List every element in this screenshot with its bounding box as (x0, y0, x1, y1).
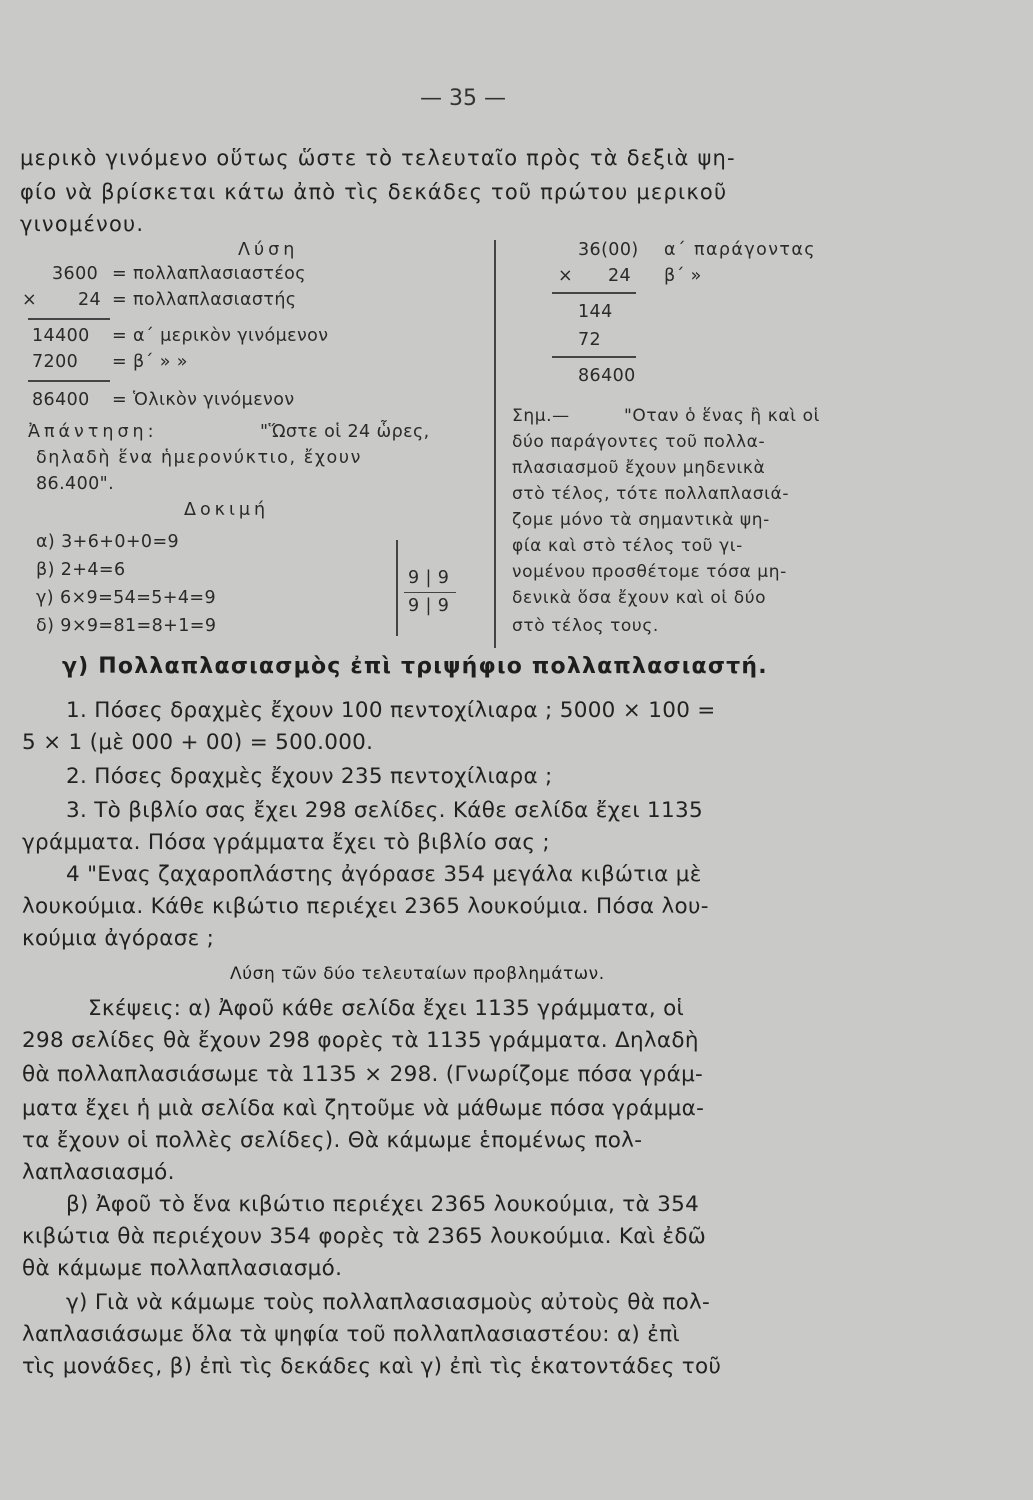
cross-check-rule (404, 592, 456, 593)
solutions-heading: Λύση τῶν δύο τελευταίων προβλημάτων. (230, 964, 605, 984)
answer-line: δηλαδὴ ἕνα ἡμερονύκτιο, ἔχουν (36, 448, 362, 468)
times-sign: × (22, 290, 38, 310)
factor-2: 24 (608, 266, 632, 286)
intro-line: γινομένου. (20, 212, 145, 236)
partial-product-2: 72 (578, 330, 602, 350)
solution-title: Λύση (238, 240, 299, 260)
reasoning-line: λαπλασιάσωμε ὅλα τὰ ψηφία τοῦ πολλαπλασιαστέου: α) ἐπὶ (22, 1322, 680, 1347)
reasoning-line: β) Ἀφοῦ τὸ ἕνα κιβώτιο περιέχει 2365 λουκούμια, τὰ 354 (66, 1192, 700, 1217)
reasoning-line: θὰ πολλαπλασιάσωμε τὰ 1135 × 298. (Γνωρίζομε πόσα γράμ- (22, 1062, 704, 1087)
factor-2-label: β΄ » (664, 266, 702, 286)
note-line: πλασιασμοῦ ἔχουν μηδενικὰ (512, 458, 766, 478)
column-divider (494, 240, 496, 648)
sum-rule (552, 356, 636, 358)
problem-line: 2. Πόσες δραχμὲς ἔχουν 235 πεντοχίλιαρα ; (66, 764, 553, 789)
reasoning-line: λαπλασιασμό. (22, 1160, 175, 1185)
proof-line: β) 2+4=6 (36, 560, 126, 580)
reasoning-line: 298 σελίδες θὰ ἔχουν 298 φορὲς τὰ 1135 γράμματα. Δηλαδὴ (22, 1028, 699, 1053)
problem-line: λουκούμια. Κάθε κιβώτιο περιέχει 2365 λουκούμια. Πόσα λου- (22, 894, 709, 919)
proof-line: γ) 6×9=54=5+4=9 (36, 588, 217, 608)
page-number: — 35 — (420, 86, 506, 111)
partial-product-2: 7200 (32, 352, 79, 372)
proof-line: δ) 9×9=81=8+1=9 (36, 616, 217, 636)
multiplicand-label: = πολλαπλασιαστέος (112, 264, 306, 284)
proof-line: α) 3+6+0+0=9 (36, 532, 180, 552)
partial-product-1-label: = α΄ μερικὸν γινόμενον (112, 326, 329, 346)
cross-check-bottom: 9 | 9 (408, 596, 450, 616)
reasoning-line: Σκέψεις: α) Ἀφοῦ κάθε σελίδα ἔχει 1135 γράμματα, οἱ (88, 996, 685, 1021)
note-label: Σημ.— (512, 406, 570, 426)
answer-line: 86.400". (36, 474, 115, 494)
reasoning-line: τα ἔχουν οἱ πολλὲς σελίδες). Θὰ κάμωμε ἑπομένως πολ- (22, 1128, 643, 1153)
note-line: φία καὶ στὸ τέλος τοῦ γι- (512, 536, 743, 556)
total-product-label: = Ὁλικὸν γινόμενον (112, 390, 295, 410)
note-line: στὸ τέλος, τότε πολλαπλασιά- (512, 484, 790, 504)
problem-line: 5 × 1 (μὲ 000 + 00) = 500.000. (22, 730, 374, 755)
multiplier-label: = πολλαπλασιαστής (112, 290, 297, 310)
answer-label: Ἀπάντηση: (28, 422, 158, 442)
problem-line: 4 "Ενας ζαχαροπλάστης ἀγόρασε 354 μεγάλα κιβώτια μὲ (66, 862, 702, 887)
reasoning-line: θὰ κάμωμε πολλαπλασιασμό. (22, 1256, 343, 1281)
factor-1-label: α΄ παράγοντας (664, 240, 816, 260)
proof-title: Δοκιμή (184, 500, 270, 520)
multiplicand: 3600 (52, 264, 99, 284)
factor-1: 36(00) (578, 240, 639, 260)
proof-divider (396, 540, 398, 636)
reasoning-line: ματα ἔχει ἡ μιὰ σελίδα καὶ ζητοῦμε νὰ μάθωμε πόσα γράμμα- (22, 1096, 705, 1121)
note-line: "Οταν ὁ ἕνας ἢ καὶ οἱ (624, 406, 820, 426)
partial-product-1: 144 (578, 302, 613, 322)
total-product: 86400 (32, 390, 90, 410)
sum-rule (552, 292, 636, 294)
section-heading: γ) Πολλαπλασιασμὸς ἐπὶ τριψήφιο πολλαπλασιαστή. (62, 654, 768, 679)
note-line: δενικὰ ὅσα ἔχουν καὶ οἱ δύο (512, 588, 767, 608)
cross-check-top: 9 | 9 (408, 568, 450, 588)
problem-line: 1. Πόσες δραχμὲς ἔχουν 100 πεντοχίλιαρα ; 5000 × 100 = (66, 698, 716, 723)
problem-line: 3. Τὸ βιβλίο σας ἔχει 298 σελίδες. Κάθε σελίδα ἔχει 1135 (66, 798, 703, 823)
partial-product-2-label: = β΄ » » (112, 352, 188, 372)
reasoning-line: γ) Γιὰ νὰ κάμωμε τοὺς πολλαπλασιασμοὺς αὐτοὺς θὰ πολ- (66, 1290, 711, 1315)
sum-rule (28, 380, 110, 382)
partial-product-1: 14400 (32, 326, 90, 346)
answer-line: "Ὥστε οἱ 24 ὧρες, (260, 422, 430, 442)
intro-line: μερικὸ γινόμενο οὕτως ὥστε τὸ τελευταῖο πρὸς τὰ δεξιὰ ψη- (20, 146, 736, 170)
multiplier: 24 (78, 290, 102, 310)
problem-line: κούμια ἀγόρασε ; (22, 926, 215, 951)
note-line: ζομε μόνο τὰ σημαντικὰ ψη- (512, 510, 770, 530)
reasoning-line: τὶς μονάδες, β) ἐπὶ τὶς δεκάδες καὶ γ) ἐπὶ τὶς ἑκατοντάδες τοῦ (22, 1354, 722, 1379)
sum-rule (28, 318, 110, 320)
note-line: στὸ τέλος τους. (512, 616, 659, 636)
reasoning-line: κιβώτια θὰ περιέχουν 354 φορὲς τὰ 2365 λουκούμια. Καὶ ἐδῶ (22, 1224, 707, 1249)
note-line: νομένου προσθέτομε τόσα μη- (512, 562, 787, 582)
note-line: δύο παράγοντες τοῦ πολλα- (512, 432, 766, 452)
problem-line: γράμματα. Πόσα γράμματα ἔχει τὸ βιβλίο σας ; (22, 830, 550, 855)
intro-line: φίο νὰ βρίσκεται κάτω ἀπὸ τὶς δεκάδες τοῦ πρώτου μερικοῦ (20, 180, 728, 204)
total-product: 86400 (578, 366, 636, 386)
times-sign: × (558, 266, 574, 286)
